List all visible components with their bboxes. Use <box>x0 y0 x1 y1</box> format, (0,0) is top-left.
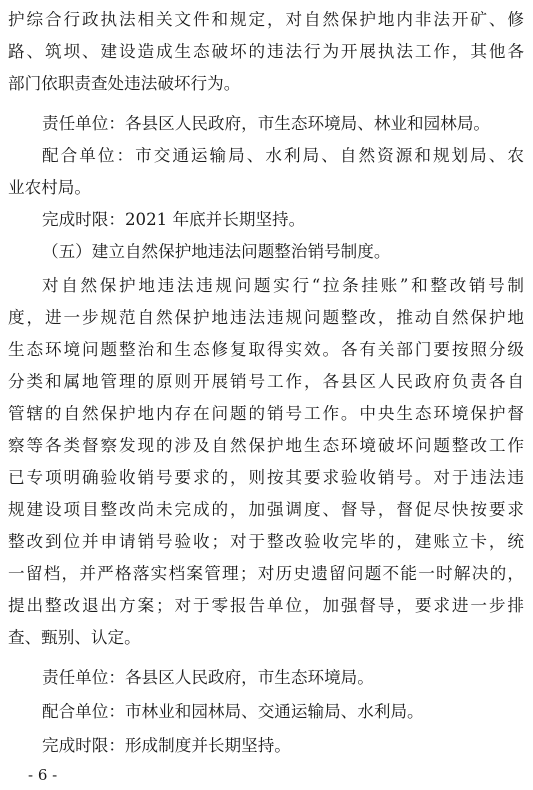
body-text-line: 护综合行政执法相关文件和规定，对自然保护地内非法开矿、修 <box>8 10 524 29</box>
responsible-unit-line: 责任单位：各县区人民政府，市生态环境局、林业和园林局。 <box>42 114 491 133</box>
body-text-line: 度，进一步规范自然保护地违法违规问题整改，推动自然保护地 <box>8 308 524 327</box>
body-text-line: 管辖的自然保护地内存在问题的销号工作。中央生态环境保护督 <box>8 404 524 423</box>
body-text-line: 对自然保护地违法违规问题实行“拉条挂账”和整改销号制 <box>42 276 524 295</box>
body-text-line: 整改到位并申请销号验收；对于整改验收完毕的，建账立卡，统 <box>8 532 524 551</box>
body-text-line: 分类和属地管理的原则开展销号工作，各县区人民政府负责各自 <box>8 372 524 391</box>
body-text-line: 已专项明确验收销号要求的，则按其要求验收销号。对于违法违 <box>8 468 524 487</box>
page-number: - 6 - <box>28 766 58 784</box>
deadline-line: 完成时限：2021 年底并长期坚持。 <box>42 210 306 229</box>
section-heading: （五）建立自然保护地违法问题整治销号制度。 <box>42 242 391 261</box>
body-text-line: 一留档，并严格落实档案管理；对历史遗留问题不能一时解决的， <box>8 564 524 583</box>
body-text-line: 提出整改退出方案；对于零报告单位，加强督导，要求进一步排 <box>8 596 524 615</box>
body-text-line: 规建设项目整改尚未完成的，加强调度、督导，督促尽快按要求 <box>8 500 524 519</box>
body-text-line: 查、甄别、认定。 <box>8 628 141 647</box>
cooperating-unit-line-cont: 业农村局。 <box>8 178 91 197</box>
body-text-line: 生态环境问题整治和生态修复取得实效。各有关部门要按照分级 <box>8 340 524 359</box>
cooperating-unit-line: 配合单位：市交通运输局、水利局、自然资源和规划局、农 <box>42 146 524 165</box>
body-text-line: 路、筑坝、建设造成生态破坏的违法行为开展执法工作，其他各 <box>8 42 524 61</box>
body-text-line: 部门依职责查处违法破坏行为。 <box>8 74 241 93</box>
responsible-unit-line: 责任单位：各县区人民政府，市生态环境局。 <box>42 668 374 687</box>
cooperating-unit-line: 配合单位：市林业和园林局、交通运输局、水利局。 <box>42 702 424 721</box>
deadline-line: 完成时限：形成制度并长期坚持。 <box>42 736 291 755</box>
body-text-line: 察等各类督察发现的涉及自然保护地生态环境破坏问题整改工作 <box>8 436 524 455</box>
